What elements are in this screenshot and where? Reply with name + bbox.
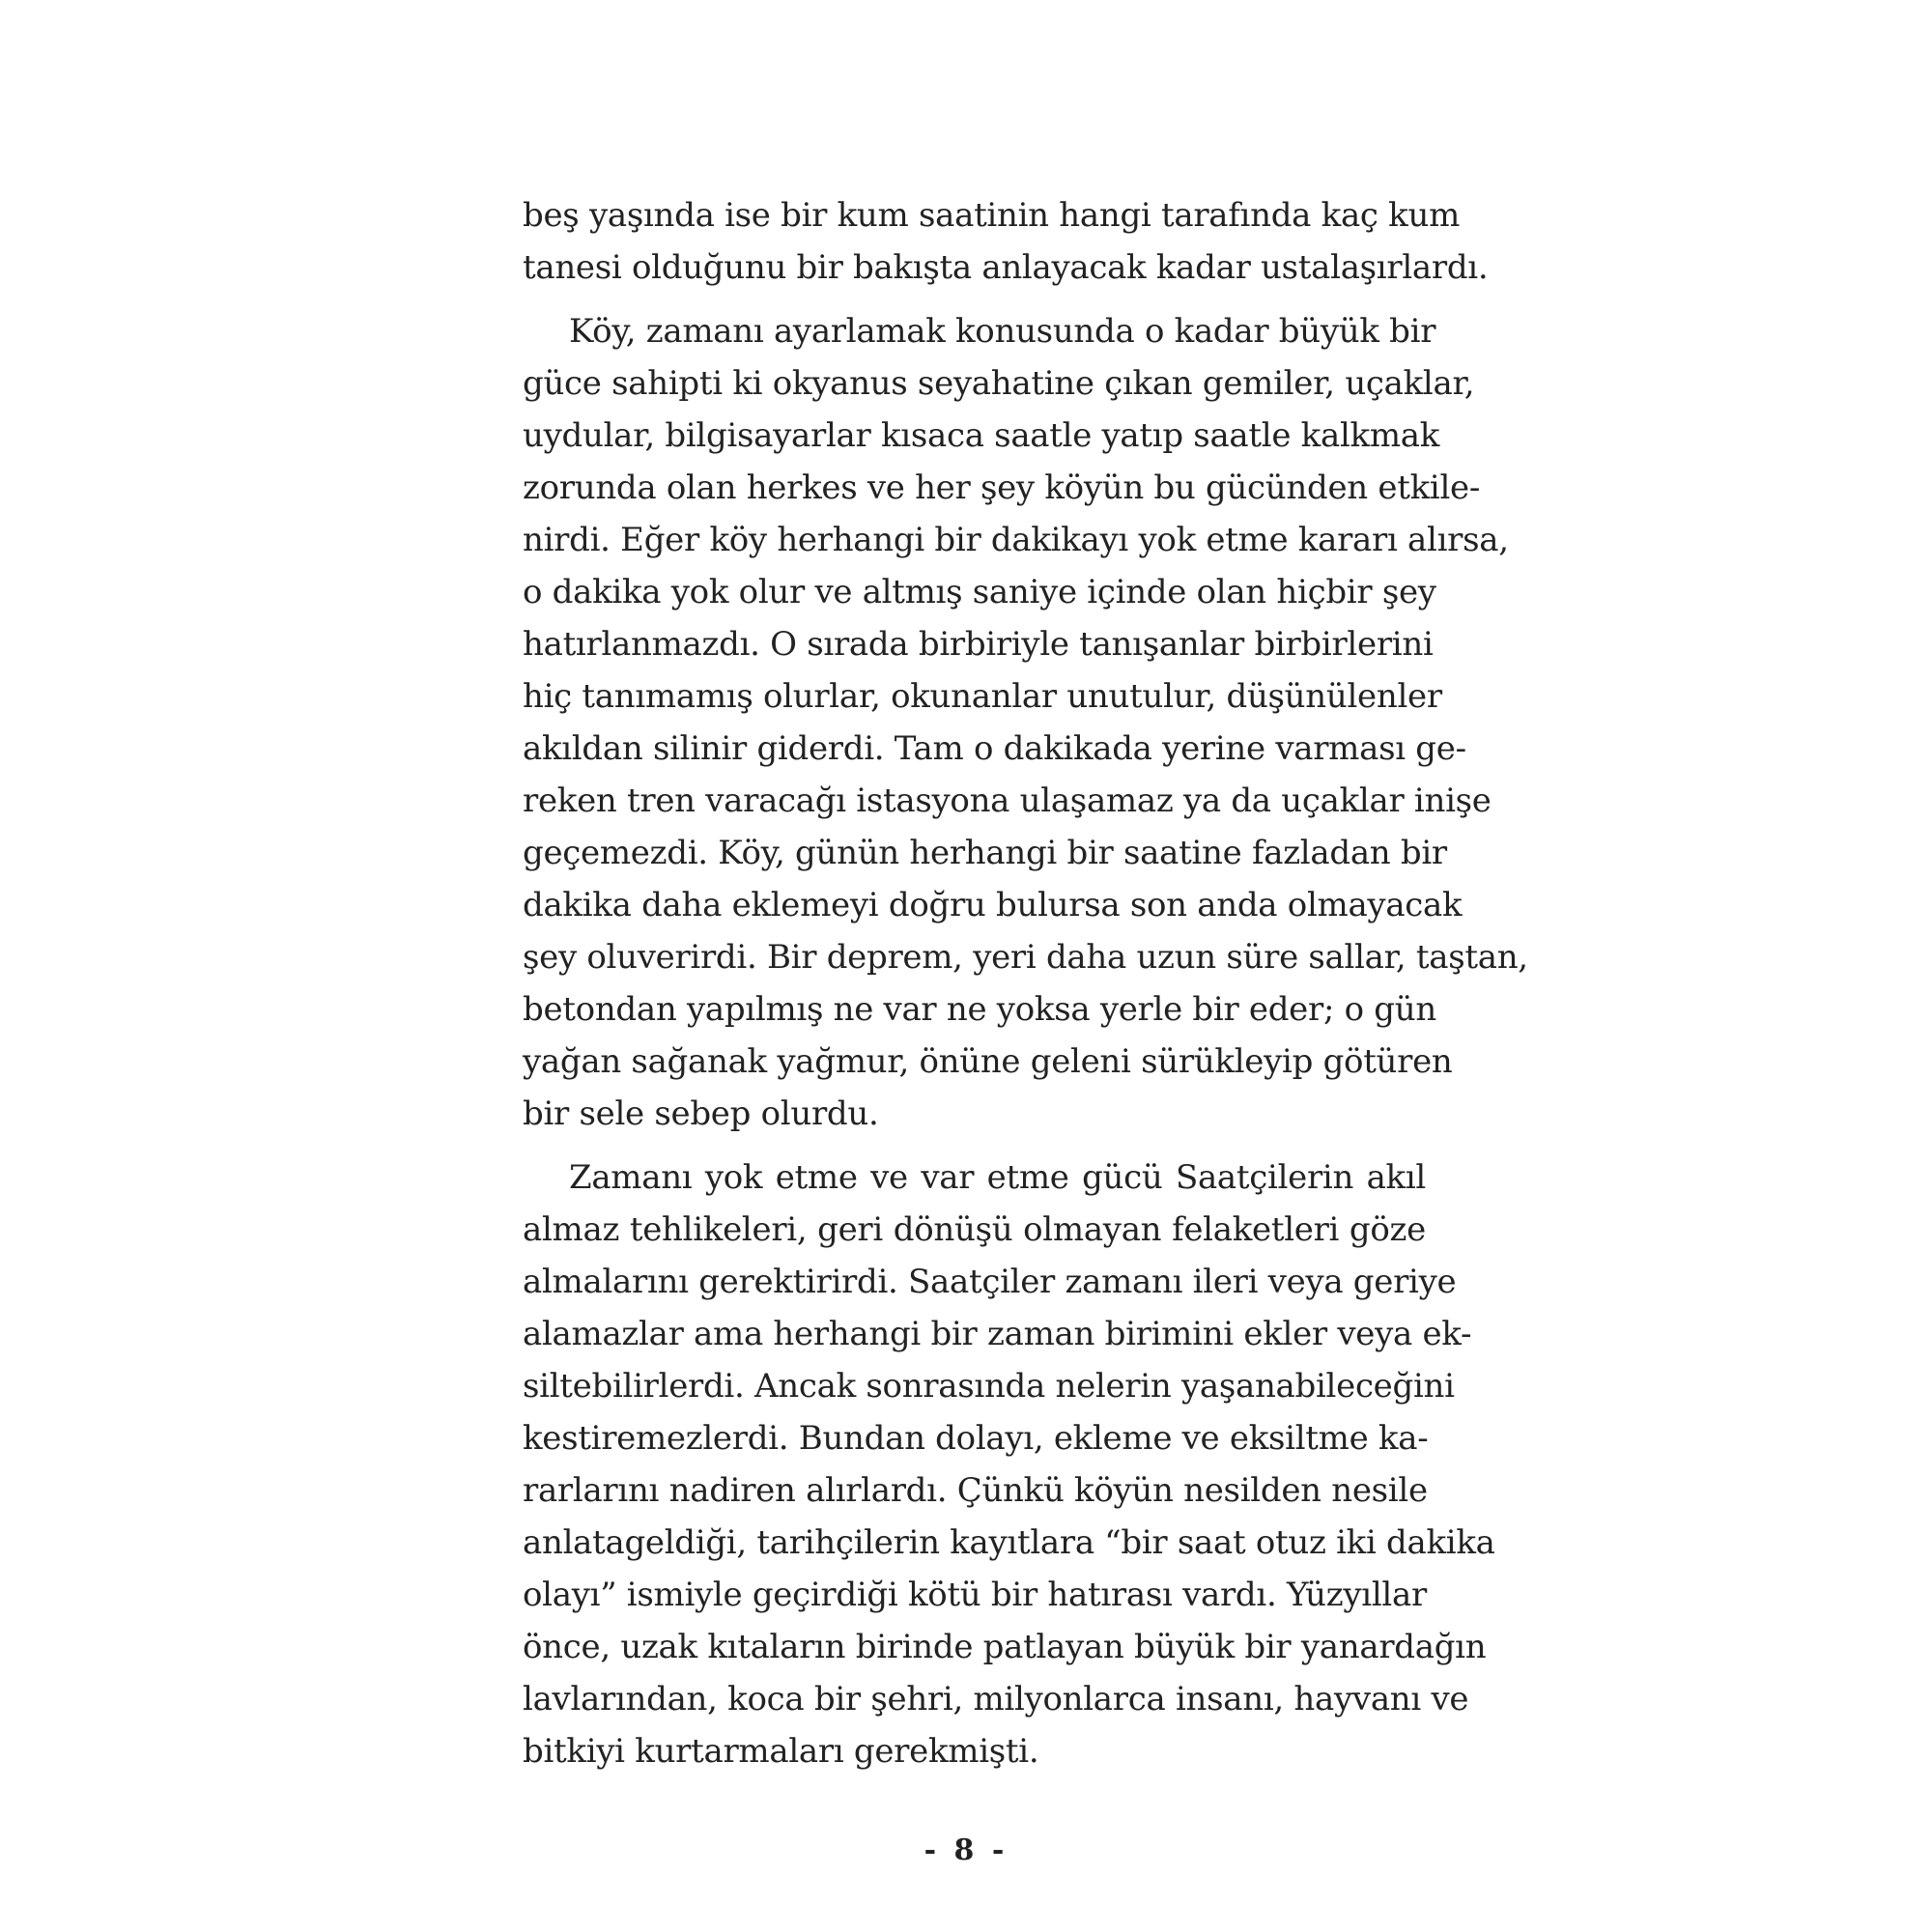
text-line: o dakika yok olur ve altmış saniye içinde olan hiçbir şey (523, 573, 1436, 611)
text-line: şey oluverirdi. Bir deprem, yeri daha uzun süre sallar, taştan, (523, 938, 1528, 977)
text-line: akıldan silinir giderdi. Tam o dakikada yerine varması ge- (523, 729, 1466, 768)
body-text (523, 189, 1528, 1777)
text-line: siltebilirlerdi. Ancak sonrasında nelerin yaşanabileceğini (523, 1367, 1455, 1406)
text-line: bitkiyi kurtarmaları gerekmişti. (523, 1732, 1039, 1771)
text-line: zorunda olan herkes ve her şey köyün bu gücünden etkile- (523, 469, 1481, 507)
text-line: hiç tanımamış olurlar, okunanlar unutulur, düşünülenler (523, 677, 1442, 716)
text-line: olayı” ismiyle geçirdiği kötü bir hatırası vardı. Yüzyıllar (523, 1576, 1427, 1614)
text-line: yağan sağanak yağmur, önüne geleni sürükleyip götüren (523, 1042, 1453, 1081)
paragraph-gap (523, 294, 1426, 305)
text-line: almalarını gerektirirdi. Saatçiler zamanı ileri veya geriye (523, 1263, 1457, 1301)
text-line: reken tren varacağı istasyona ulaşamaz ya da uçaklar inişe (523, 781, 1492, 820)
text-line: betondan yapılmış ne var ne yoksa yerle bir eder; o gün (523, 990, 1436, 1029)
paragraph-gap (523, 1140, 1426, 1151)
paragraph (523, 1151, 1495, 1777)
paragraph (523, 305, 1528, 1140)
text-line: anlatageldiği, tarihçilerin kayıtlara “bir saat otuz iki dakika (523, 1523, 1495, 1562)
text-line: uydular, bilgisayarlar kısaca saatle yatıp saatle kalkmak (523, 416, 1440, 455)
text-line: tanesi olduğunu bir bakışta anlayacak kadar ustalaşırlardı. (523, 248, 1489, 287)
text-line: Zamanı yok etme ve var etme gücü Saatçilerin akıl (569, 1158, 1426, 1197)
text-line: almaz tehlikeleri, geri dönüşü olmayan felaketleri göze (523, 1210, 1426, 1249)
text-line: güce sahipti ki okyanus seyahatine çıkan gemiler, uçaklar, (523, 364, 1475, 403)
text-line: hatırlanmazdı. O sırada birbiriyle tanışanlar birbirlerini (523, 625, 1434, 664)
text-line: kestiremezlerdi. Bundan dolayı, ekleme ve eksiltme ka- (523, 1419, 1429, 1458)
text-line: önce, uzak kıtaların birinde patlayan büyük bir yanardağın (523, 1628, 1487, 1666)
text-line: rarlarını nadiren alırlardı. Çünkü köyün nesilden nesile (523, 1471, 1428, 1510)
paragraph (523, 189, 1489, 294)
text-line: geçemezdi. Köy, günün herhangi bir saatine fazladan bir (523, 834, 1447, 872)
text-line: nirdi. Eğer köy herhangi bir dakikayı yok etme kararı alırsa, (523, 521, 1509, 559)
text-line: alamazlar ama herhangi bir zaman birimini ekler veya ek- (523, 1315, 1472, 1353)
text-line: lavlarından, koca bir şehri, milyonlarca insanı, hayvanı ve (523, 1680, 1469, 1719)
text-line: Köy, zamanı ayarlamak konusunda o kadar büyük bir (569, 312, 1436, 351)
page-number: - 8 - (923, 1833, 1009, 1867)
text-line: bir sele sebep olurdu. (523, 1094, 879, 1133)
text-line: beş yaşında ise bir kum saatinin hangi tarafında kaç kum (523, 196, 1461, 235)
text-line: dakika daha eklemeyi doğru bulursa son anda olmayacak (523, 886, 1463, 924)
